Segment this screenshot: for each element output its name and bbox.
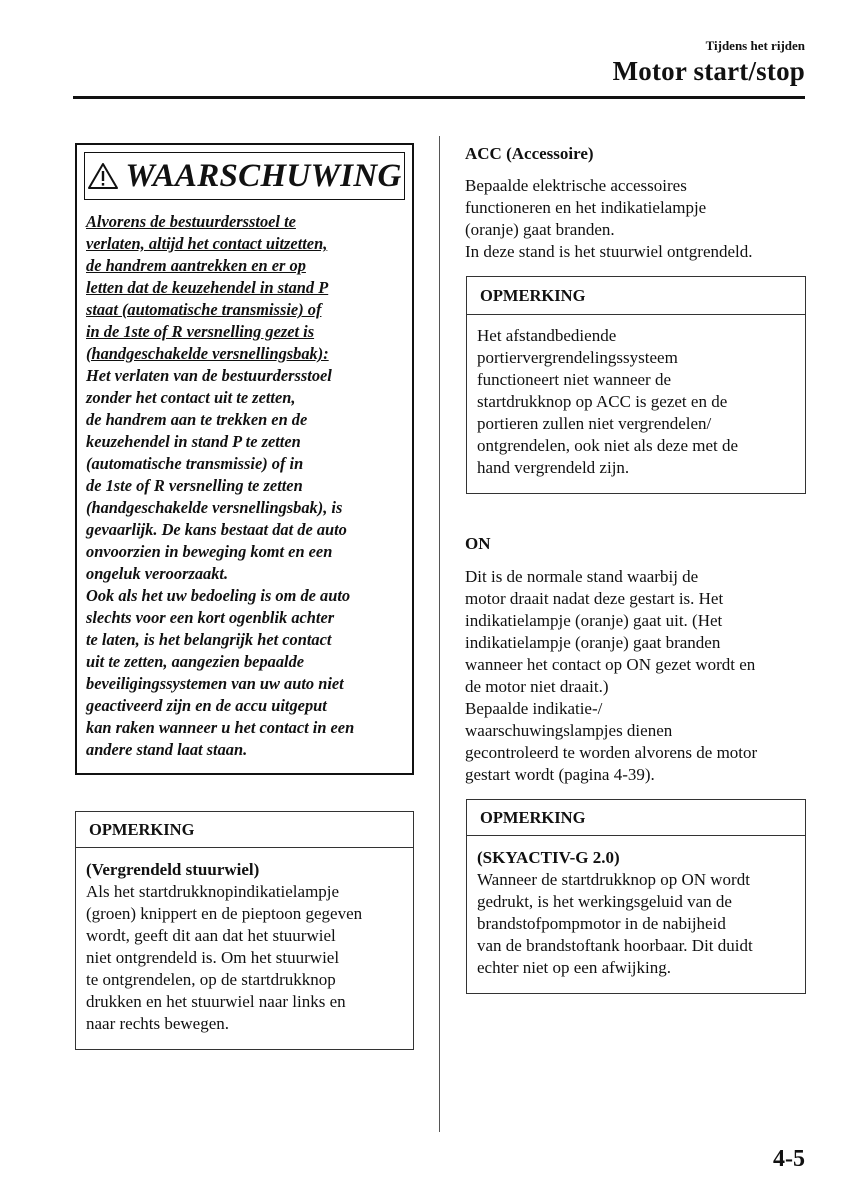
note-line: Als het startdrukknopindikatielampje [86, 882, 340, 901]
paragraph-on [465, 566, 757, 786]
warning-header [84, 152, 405, 200]
warning-line: (automatische transmissie) of in [86, 454, 304, 473]
paragraph-line: indikatielampje (oranje) gaat uit. (Het [465, 611, 723, 630]
warning-line: de 1ste of R versnelling te zetten [86, 476, 303, 495]
warning-line: slechts voor een kort ogenblik achter [86, 608, 335, 627]
warning-line: verlaten, altijd het contact uitzetten, [86, 234, 328, 253]
note-line: hand vergrendeld zijn. [477, 458, 630, 477]
note-line: (groen) knippert en de pieptoon gegeven [86, 904, 363, 923]
note-body [467, 315, 805, 479]
note-line: portiervergrendelingssysteem [477, 348, 678, 367]
warning-line: de handrem aan te trekken en de [86, 410, 308, 429]
note-body [76, 848, 413, 1035]
paragraph-line: Bepaalde indikatie-/ [465, 699, 603, 718]
warning-line: kan raken wanneer u het contact in een [86, 718, 355, 737]
warning-line: beveiligingssystemen van uw auto niet [86, 674, 344, 693]
warning-line: staat (automatische transmissie) of [86, 300, 322, 319]
warning-line: Ook als het uw bedoeling is om de auto [86, 586, 351, 605]
note-line: ontgrendelen, ook niet als deze met de [477, 436, 739, 455]
note-line: te ontgrendelen, op de startdrukknop [86, 970, 336, 989]
section-heading-acc: ACC (Accessoire) [465, 144, 594, 163]
note-subtitle: (Vergrendeld stuurwiel) [86, 860, 260, 879]
note-heading: OPMERKING [76, 812, 413, 848]
warning-title: WAARSCHUWING [125, 157, 402, 194]
note-subtitle: (SKYACTIV-G 2.0) [477, 848, 620, 867]
warning-line: geactiveerd zijn en de accu uitgeput [86, 696, 327, 715]
warning-text [86, 211, 411, 761]
warning-line: Het verlaten van de bestuurdersstoel [86, 366, 332, 385]
warning-line: in de 1ste of R versnelling gezet is [86, 322, 315, 341]
note-box-on [466, 799, 806, 994]
paragraph-line: Dit is de normale stand waarbij de [465, 567, 699, 586]
paragraph-line: motor draait nadat deze gestart is. Het [465, 589, 724, 608]
header-rule [73, 96, 805, 99]
paragraph-acc [465, 175, 753, 263]
warning-box [75, 143, 414, 775]
note-heading: OPMERKING [467, 800, 805, 836]
note-line: gedrukt, is het werkingsgeluid van de [477, 892, 732, 911]
column-divider [439, 136, 440, 1132]
note-line: functioneert niet wanneer de [477, 370, 671, 389]
note-body [467, 836, 805, 979]
warning-line: ongeluk veroorzaakt. [86, 564, 229, 583]
warning-line: onvoorzien in beweging komt en een [86, 542, 333, 561]
warning-line: letten dat de keuzehendel in stand P [86, 278, 329, 297]
note-line: naar rechts bewegen. [86, 1014, 230, 1033]
page-title: Motor start/stop [612, 56, 805, 86]
section-heading-on: ON [465, 534, 491, 553]
header-section-label: Tijdens het rijden [705, 38, 805, 53]
paragraph-line: indikatielampje (oranje) gaat branden [465, 633, 721, 652]
paragraph-line: de motor niet draait.) [465, 677, 609, 696]
warning-line: (handgeschakelde versnellingsbak): [86, 344, 329, 363]
note-box-acc [466, 276, 806, 494]
warning-line: gevaarlijk. De kans bestaat dat de auto [86, 520, 347, 539]
note-line: Het afstandbediende [477, 326, 617, 345]
warning-line: de handrem aantrekken en er op [86, 256, 306, 275]
note-line: van de brandstoftank hoorbaar. Dit duidt [477, 936, 753, 955]
warning-line: te laten, is het belangrijk het contact [86, 630, 332, 649]
paragraph-line: Bepaalde elektrische accessoires [465, 176, 687, 195]
note-line: echter niet op een afwijking. [477, 958, 672, 977]
paragraph-line: functioneren en het indikatielampje [465, 198, 707, 217]
note-line: portieren zullen niet vergrendelen/ [477, 414, 712, 433]
note-box-steering-lock [75, 811, 414, 1050]
warning-line: Alvorens de bestuurdersstoel te [86, 212, 296, 231]
note-line: wordt, geeft dit aan dat het stuurwiel [86, 926, 336, 945]
note-heading: OPMERKING [467, 277, 805, 315]
warning-line: zonder het contact uit te zetten, [86, 388, 296, 407]
paragraph-line: waarschuwingslampjes dienen [465, 721, 673, 740]
paragraph-line: gestart wordt (pagina 4-39). [465, 765, 655, 784]
warning-triangle-icon [87, 162, 119, 190]
paragraph-line: wanneer het contact op ON gezet wordt en [465, 655, 756, 674]
paragraph-line: (oranje) gaat branden. [465, 220, 615, 239]
warning-line: (handgeschakelde versnellingsbak), is [86, 498, 343, 517]
warning-line: keuzehendel in stand P te zetten [86, 432, 301, 451]
warning-line: uit te zetten, aangezien bepaalde [86, 652, 305, 671]
note-line: brandstofpompmotor in de nabijheid [477, 914, 726, 933]
warning-line: andere stand laat staan. [86, 740, 248, 759]
note-line: startdrukknop op ACC is gezet en de [477, 392, 728, 411]
paragraph-line: In deze stand is het stuurwiel ontgrendeld. [465, 242, 753, 261]
note-line: drukken en het stuurwiel naar links en [86, 992, 346, 1011]
paragraph-line: gecontroleerd te worden alvorens de motor [465, 743, 758, 762]
note-line: niet ontgrendeld is. Om het stuurwiel [86, 948, 340, 967]
note-line: Wanneer de startdrukknop op ON wordt [477, 870, 750, 889]
page-number: 4-5 [773, 1146, 805, 1172]
